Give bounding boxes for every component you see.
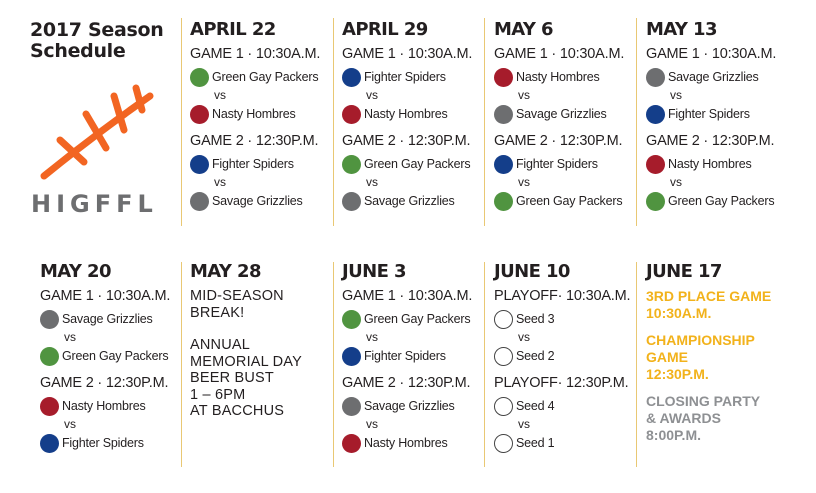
final-event-line: CLOSING PARTY [646,393,761,409]
team-name: Seed 4 [516,399,555,413]
team-color-dot-icon [342,192,361,211]
game-block [494,46,640,125]
team-row [342,395,488,417]
team-color-dot-icon [190,192,209,211]
team-name: Green Gay Packers [364,312,471,326]
final-event-line: 10:30A.M. [646,305,712,321]
break-line: BEER BUST [190,370,274,386]
spacer [190,321,336,337]
team-name: Fighter Spiders [364,70,446,84]
week-date: JUNE 10 [494,261,570,282]
versus-label: vs [366,417,378,431]
game-time: GAME 2 · 12:30P.M. [190,133,319,149]
team-color-dot-icon [646,192,665,211]
team-name: Seed 1 [516,436,555,450]
team-row [342,103,488,125]
game-block [40,288,186,367]
football-laces-icon [38,80,158,185]
team-color-dot-icon [494,105,513,124]
team-name: Green Gay Packers [516,194,623,208]
team-name: Green Gay Packers [212,70,319,84]
team-color-dot-icon [494,397,513,416]
league-wordmark: HIGFFL [31,190,158,218]
team-name: Savage Grizzlies [364,399,455,413]
team-row [342,153,488,175]
team-row [646,153,792,175]
versus-label: vs [64,417,76,431]
team-row [190,103,336,125]
game-time: GAME 2 · 12:30P.M. [342,375,471,391]
team-row [342,432,488,454]
game-block [494,375,640,454]
break-line: BREAK! [190,304,245,321]
team-row [494,66,640,88]
game-time: GAME 2 · 12:30P.M. [646,133,775,149]
game-block [342,133,488,212]
team-name: Nasty Hombres [62,399,146,413]
team-color-dot-icon [40,397,59,416]
versus-label: vs [518,417,530,431]
team-color-dot-icon [342,105,361,124]
week-date: MAY 28 [190,261,261,282]
team-name: Savage Grizzlies [212,194,303,208]
final-event-line: CHAMPIONSHIP [646,332,755,348]
break-line: ANNUAL [190,337,251,353]
team-color-dot-icon [342,347,361,366]
team-name: Savage Grizzlies [516,107,607,121]
team-name: Savage Grizzlies [364,194,455,208]
team-name: Fighter Spiders [62,436,144,450]
versus-label: vs [670,175,682,189]
team-color-dot-icon [342,434,361,453]
week-date: APRIL 22 [190,19,276,40]
week-column [342,20,488,220]
game-time: PLAYOFF· 10:30A.M. [494,288,631,304]
game-block [494,133,640,212]
team-row [190,153,336,175]
team-row [190,190,336,212]
week-column [646,262,792,454]
break-line: AT BACCHUS [190,403,285,419]
team-row [646,103,792,125]
game-block [40,375,186,454]
versus-label: vs [366,175,378,189]
team-color-dot-icon [494,310,513,329]
team-row [342,345,488,367]
week-column [342,262,488,462]
team-color-dot-icon [646,68,665,87]
divider [181,18,182,226]
team-name: Nasty Hombres [212,107,296,121]
versus-label: vs [366,330,378,344]
game-time: GAME 2 · 12:30P.M. [40,375,169,391]
team-name: Fighter Spiders [364,349,446,363]
versus-label: vs [214,175,226,189]
team-name: Seed 2 [516,349,555,363]
break-line: 1 – 6PM [190,386,246,403]
team-color-dot-icon [494,68,513,87]
team-name: Seed 3 [516,312,555,326]
team-row [40,395,186,417]
team-name: Fighter Spiders [516,157,598,171]
team-row [40,432,186,454]
game-time: PLAYOFF· 12:30P.M. [494,375,629,391]
team-row [342,308,488,330]
team-color-dot-icon [190,68,209,87]
team-name: Fighter Spiders [212,157,294,171]
team-name: Nasty Hombres [668,157,752,171]
team-row [494,432,640,454]
team-row [40,345,186,367]
team-row [494,103,640,125]
versus-label: vs [518,175,530,189]
week-date: MAY 6 [494,19,553,40]
week-column [494,262,640,462]
team-row [646,190,792,212]
team-color-dot-icon [646,105,665,124]
team-color-dot-icon [494,192,513,211]
versus-label: vs [518,88,530,102]
final-event-line: 8:00P.M. [646,427,701,443]
game-block [190,133,336,212]
team-name: Nasty Hombres [516,70,600,84]
team-color-dot-icon [494,155,513,174]
team-color-dot-icon [190,155,209,174]
game-block [190,46,336,125]
team-name: Nasty Hombres [364,436,448,450]
week-column [190,20,336,220]
team-name: Green Gay Packers [62,349,169,363]
game-block [646,133,792,212]
week-date: MAY 13 [646,19,717,40]
game-time: GAME 1 · 10:30A.M. [342,46,473,62]
game-time: GAME 2 · 12:30P.M. [494,133,623,149]
versus-label: vs [518,330,530,344]
team-name: Savage Grizzlies [668,70,759,84]
final-event-line: GAME [646,349,688,365]
team-color-dot-icon [40,310,59,329]
week-date: APRIL 29 [342,19,428,40]
week-column [646,20,792,220]
team-name: Green Gay Packers [364,157,471,171]
versus-label: vs [670,88,682,102]
team-name: Fighter Spiders [668,107,750,121]
game-block [342,288,488,367]
final-event [646,288,792,322]
team-color-dot-icon [646,155,665,174]
week-date: JUNE 17 [646,261,722,282]
team-color-dot-icon [190,105,209,124]
team-row [342,190,488,212]
schedule-title [30,20,163,62]
week-date: JUNE 3 [342,261,406,282]
team-row [40,308,186,330]
team-color-dot-icon [342,68,361,87]
title-line-1: 2017 Season [30,19,164,41]
team-color-dot-icon [494,347,513,366]
team-name: Green Gay Packers [668,194,775,208]
team-color-dot-icon [342,155,361,174]
game-time: GAME 1 · 10:30A.M. [190,46,321,62]
game-time: GAME 2 · 12:30P.M. [342,133,471,149]
week-date: MAY 20 [40,261,111,282]
week-column [40,262,186,462]
versus-label: vs [214,88,226,102]
team-row [494,190,640,212]
game-time: GAME 1 · 10:30A.M. [494,46,625,62]
team-row [342,66,488,88]
team-row [494,345,640,367]
team-color-dot-icon [40,347,59,366]
versus-label: vs [366,88,378,102]
break-line: MEMORIAL DAY [190,353,302,370]
final-event-line: 12:30P.M. [646,366,709,382]
team-row [494,308,640,330]
team-row [646,66,792,88]
team-row [494,153,640,175]
game-block [494,288,640,367]
game-block [342,46,488,125]
game-block [342,375,488,454]
team-color-dot-icon [494,434,513,453]
team-row [494,395,640,417]
game-block [646,46,792,125]
break-notice [190,288,336,420]
game-time: GAME 1 · 10:30A.M. [646,46,777,62]
week-column [190,262,336,420]
team-row [190,66,336,88]
final-event [646,332,792,383]
team-name: Savage Grizzlies [62,312,153,326]
team-color-dot-icon [40,434,59,453]
team-name: Nasty Hombres [364,107,448,121]
title-line-2: Schedule [30,40,126,62]
team-color-dot-icon [342,310,361,329]
break-line: MID-SEASON [190,288,284,304]
final-event [646,393,792,444]
versus-label: vs [64,330,76,344]
final-event-line: 3RD PLACE GAME [646,288,772,304]
game-time: GAME 1 · 10:30A.M. [40,288,171,304]
final-event-line: & AWARDS [646,410,721,426]
game-time: GAME 1 · 10:30A.M. [342,288,473,304]
week-column [494,20,640,220]
team-color-dot-icon [342,397,361,416]
